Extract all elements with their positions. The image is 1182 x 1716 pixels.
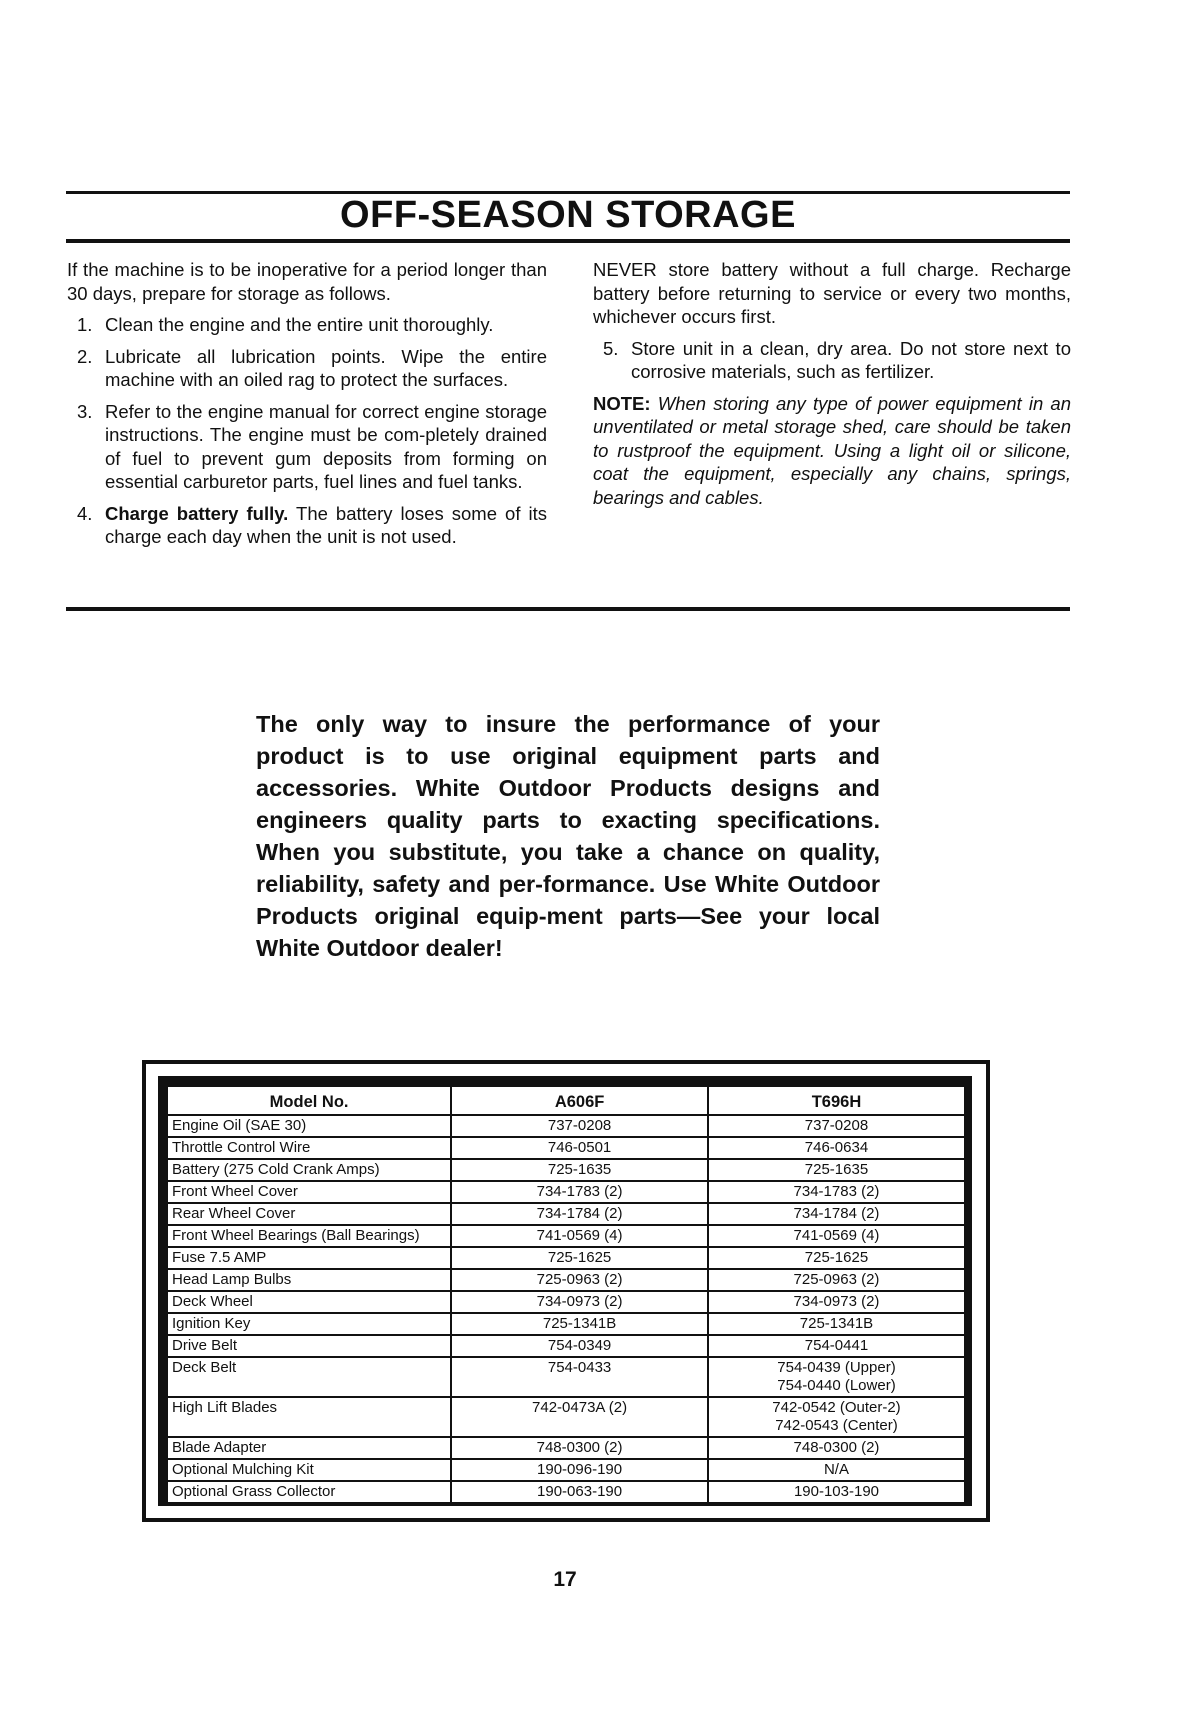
part-name: Optional Mulching Kit — [167, 1459, 451, 1481]
left-column — [67, 258, 547, 557]
part-name: Battery (275 Cold Crank Amps) — [167, 1159, 451, 1181]
part-name: Blade Adapter — [167, 1437, 451, 1459]
part-t696h: 725-1625 — [708, 1247, 965, 1269]
part-a606f: 190-063-190 — [451, 1481, 708, 1503]
part-a606f: 725-0963 (2) — [451, 1269, 708, 1291]
page-number: 17 — [553, 1568, 577, 1591]
part-t696h: 725-1635 — [708, 1159, 965, 1181]
part-t696h: 746-0634 — [708, 1137, 965, 1159]
table-row — [167, 1115, 965, 1137]
original-parts-promo: The only way to insure the performance of your product is to use original equipment parts and accessories. White Outdoor Products designs and engineers quality parts to exacting specifications. When you substitute, you take a chance on quality, reliability, safety and per-formance. Use White Outdoor Products original equip-ment parts—See your local White Outdoor dealer! — [256, 711, 880, 961]
table-header-row — [167, 1086, 965, 1115]
part-name: Deck Wheel — [167, 1291, 451, 1313]
part-a606f: 742-0473A (2) — [451, 1397, 708, 1437]
part-a606f: 754-0349 — [451, 1335, 708, 1357]
part-t696h: 741-0569 (4) — [708, 1225, 965, 1247]
step-2 — [67, 345, 547, 392]
part-t696h-second: 742-0543 (Center) — [775, 1417, 898, 1434]
step-bold-lead: Charge battery fully. — [105, 502, 289, 524]
right-column — [593, 258, 1071, 517]
step-number: 1. — [77, 314, 93, 335]
part-t696h: 734-1783 (2) — [708, 1181, 965, 1203]
part-a606f: 725-1635 — [451, 1159, 708, 1181]
part-t696h: N/A — [708, 1459, 965, 1481]
part-a606f: 190-096-190 — [451, 1459, 708, 1481]
part-t696h: 737-0208 — [708, 1115, 965, 1137]
part-a606f: 734-0973 (2) — [451, 1291, 708, 1313]
intro-text: If the machine is to be inoperative for a period longer than 30 days, prepare for storage as follows. — [67, 259, 547, 304]
table-row — [167, 1181, 965, 1203]
part-name: Front Wheel Cover — [167, 1181, 451, 1203]
part-name: Front Wheel Bearings (Ball Bearings) — [167, 1225, 451, 1247]
table-row — [167, 1137, 965, 1159]
step-5 — [593, 337, 1071, 384]
part-name: Optional Grass Collector — [167, 1481, 451, 1503]
table-row — [167, 1247, 965, 1269]
part-t696h-second: 754-0440 (Lower) — [777, 1377, 896, 1394]
table-row — [167, 1357, 965, 1397]
table-row — [167, 1313, 965, 1335]
storage-steps — [67, 313, 547, 549]
part-name: Fuse 7.5 AMP — [167, 1247, 451, 1269]
step-4 — [67, 502, 547, 549]
step-number: 5. — [603, 337, 619, 359]
header-t696h: T696H — [708, 1086, 965, 1115]
part-t696h: 190-103-190 — [708, 1481, 965, 1503]
table-row — [167, 1397, 965, 1437]
step-number: 3. — [77, 400, 93, 422]
part-a606f: 734-1783 (2) — [451, 1181, 708, 1203]
title-rule — [66, 239, 1070, 243]
part-name: Drive Belt — [167, 1335, 451, 1357]
table-row — [167, 1159, 965, 1181]
table-row — [167, 1335, 965, 1357]
table-row — [167, 1481, 965, 1503]
step-text: Clean the engine and the entire unit thoroughly. — [105, 314, 494, 335]
part-t696h-multi — [708, 1357, 965, 1397]
step-3 — [67, 400, 547, 494]
step-number: 4. — [77, 502, 93, 524]
table-row — [167, 1225, 965, 1247]
part-name: Head Lamp Bulbs — [167, 1269, 451, 1291]
note-text: When storing any type of power equipment in an unventilated or metal storage shed, care should be taken to rustproof the equipment. Using a light oil or silicone, coat the equipment, especially any chains, springs, bearings and cables. — [593, 392, 1071, 508]
part-name: Ignition Key — [167, 1313, 451, 1335]
part-a606f: 754-0433 — [451, 1357, 708, 1397]
table-row — [167, 1437, 965, 1459]
part-a606f: 746-0501 — [451, 1137, 708, 1159]
part-name: Deck Belt — [167, 1357, 451, 1397]
table-row — [167, 1269, 965, 1291]
parts-table — [166, 1085, 966, 1504]
section-bottom-rule — [66, 607, 1070, 611]
step-number: 2. — [77, 345, 93, 367]
step-text: Store unit in a clean, dry area. Do not store next to corrosive materials, such as fertilizer. — [631, 337, 1071, 382]
part-name: Rear Wheel Cover — [167, 1203, 451, 1225]
header-a606f: A606F — [451, 1086, 708, 1115]
step-text: Refer to the engine manual for correct engine storage instructions. The engine must be com-pletely drained of fuel to prevent gum deposits from forming on essential carburetor parts, fuel lines and fuel tanks. — [105, 400, 547, 492]
table-row — [167, 1291, 965, 1313]
step-1 — [67, 313, 547, 337]
storage-steps-continued — [593, 337, 1071, 384]
part-t696h: 725-0963 (2) — [708, 1269, 965, 1291]
table-row — [167, 1203, 965, 1225]
header-model-no: Model No. — [167, 1086, 451, 1115]
part-a606f: 748-0300 (2) — [451, 1437, 708, 1459]
part-name: Throttle Control Wire — [167, 1137, 451, 1159]
part-a606f: 741-0569 (4) — [451, 1225, 708, 1247]
part-a606f: 725-1341B — [451, 1313, 708, 1335]
part-t696h: 742-0542 (Outer-2) — [772, 1399, 901, 1416]
part-a606f: 734-1784 (2) — [451, 1203, 708, 1225]
part-a606f: 725-1625 — [451, 1247, 708, 1269]
part-t696h: 725-1341B — [708, 1313, 965, 1335]
part-t696h-multi — [708, 1397, 965, 1437]
part-t696h: 734-1784 (2) — [708, 1203, 965, 1225]
part-t696h: 754-0441 — [708, 1335, 965, 1357]
battery-note: NEVER store battery without a full charge. Recharge battery before returning to service or every two months, whichever occurs first. — [593, 259, 1071, 327]
part-a606f: 737-0208 — [451, 1115, 708, 1137]
section-title: OFF-SEASON STORAGE — [340, 194, 796, 236]
note-paragraph — [593, 392, 1071, 510]
step-text: Lubricate all lubrication points. Wipe the entire machine with an oiled rag to protect the surfaces. — [105, 345, 547, 390]
part-name: Engine Oil (SAE 30) — [167, 1115, 451, 1137]
step-text: The battery loses some of its charge each day when the unit is not used. — [105, 502, 547, 547]
table-row — [167, 1459, 965, 1481]
part-name: High Lift Blades — [167, 1397, 451, 1437]
part-t696h: 748-0300 (2) — [708, 1437, 965, 1459]
part-t696h: 754-0439 (Upper) — [777, 1359, 896, 1376]
note-label: NOTE: — [593, 392, 651, 414]
part-t696h: 734-0973 (2) — [708, 1291, 965, 1313]
